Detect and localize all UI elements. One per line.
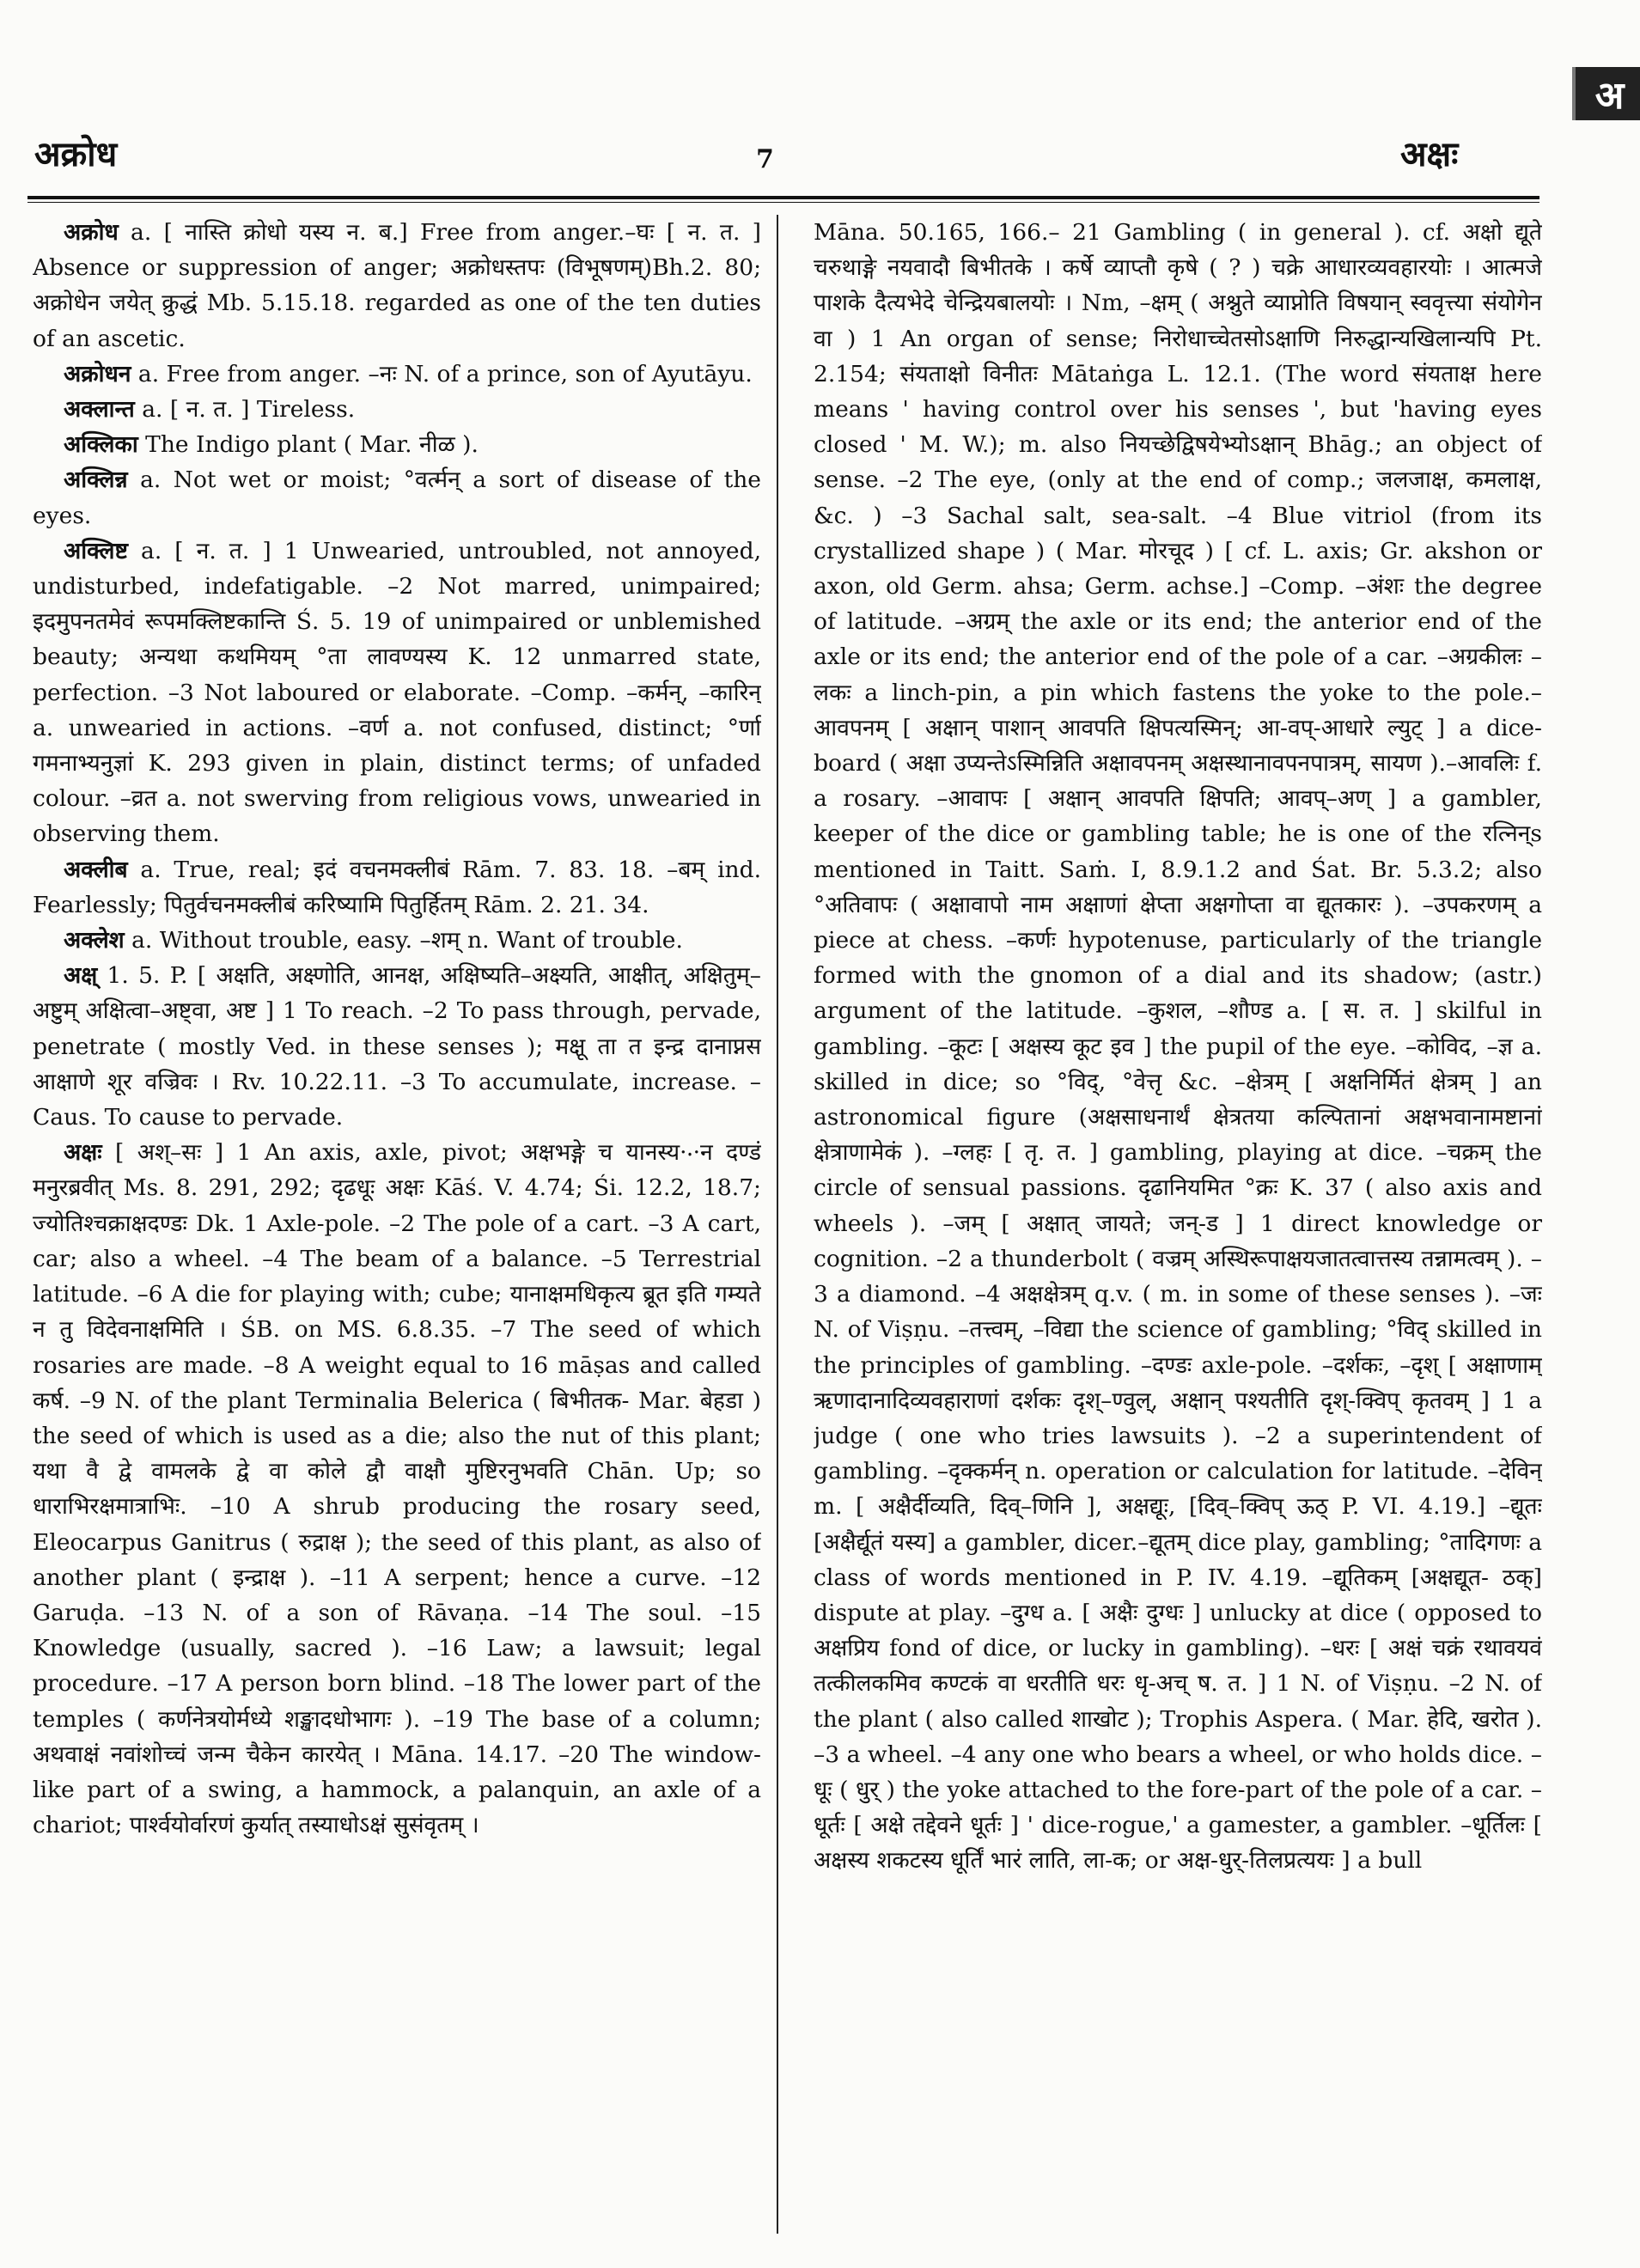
dictionary-entry xyxy=(33,215,761,357)
entry-text: a. Free from anger. –नः N. of a prince, son of Ayutāyu. xyxy=(131,360,753,387)
entry-text: a. [ न. त. ] Tireless. xyxy=(134,396,356,424)
header-left-catchword: अक्रोध xyxy=(34,135,118,174)
headword: अक्षः xyxy=(64,1139,102,1167)
dictionary-entry xyxy=(33,357,761,392)
dictionary-entry xyxy=(33,852,761,923)
thumb-index-tab xyxy=(1572,67,1640,120)
headword: अक्ष् xyxy=(64,962,98,990)
headword: अक्लिष्ट xyxy=(64,537,128,564)
dictionary-entry xyxy=(33,533,761,852)
headword: अक्लिका xyxy=(64,431,138,459)
headword: अक्लीब xyxy=(64,856,128,883)
thumb-index-letter: अ xyxy=(1594,74,1625,118)
headword: अक्लिन्न xyxy=(64,466,128,494)
entry-text: Māna. 50.165, 166.– 21 Gambling ( in general ). cf. अक्षो द्यूते चरुथाङ्गे नयवादौ बिभीतके । कर्षे व्याप्तौ कृषे ( ? ) चक्रे आधारव्यवहारयोः । आत्मजे पाशके दैत्यभेदे चेन्द्रियबालयोः । Nm, –क्षम् ( अश्नुते व्याप्नोति विषयान् स्ववृत्त्या संयोगेन वा ) 1 An organ of sense; निरोधाच्चेतसोऽक्षाणि निरुद्धान्यखिलान्यपि Pt. 2.154; संयताक्षो विनीतः Mātaṅga L. 12.1. (The word संयताक्ष here means ' having control over his senses ', but 'having eyes closed ' M. W.); m. also नियच्छेद्विषयेभ्योऽक्षान् Bhāg.; an object of sense. –2 The eye, (only at the end of comp.; जलजाक्ष, कमलाक्ष, &c. ) –3 Sachal salt, sea-salt. –4 Blue vitriol (from its crystallized shape ) ( Mar. मोरचूद ) [ cf. L. axis; Gr. akshon or axon, old Germ. ahsa; Germ. achse.] –Comp. –अंशः the degree of latitude. –अग्रम् the axle or its end; the anterior end of the axle or its end; the anterior end of the pole of a car. –अग्रकीलः –लकः a linch-pin, a pin which fastens the yoke to the pole.–आवपनम् [ अक्षान् पाशान् आवपति क्षिपत्यस्मिन्; आ-वप्-आधारे ल्युट् ] a dice-board ( अक्षा उप्यन्तेऽस्मिन्निति अक्षावपनम् अक्षस्थानावपनपात्रम्, सायण ).–आवलिः f. a rosary. –आवापः [ अक्षान् आवपति क्षिपति; आवप्–अण् ] a gambler, keeper of the dice or gambling table; he is one of the रत्निन्s mentioned in Taitt. Saṁ. I, 8.9.1.2 and Śat. Br. 5.3.2; also °अतिवापः ( अक्षावापो नाम अक्षाणां क्षेप्ता अक्षगोप्ता वा द्यूतकारः ). –उपकरणम् a piece at chess. –कर्णः hypotenuse, particularly of the triangle formed with the gnomon of a dial and its shadow; (astr.) argument of the latitude. –कुशल, –शौण्ड a. [ स. त. ] skilful in gambling. –कूटः [ अक्षस्य कूट इव ] the pupil of the eye. –कोविद, –ज्ञ a. skilled in dice; so °विद्, °वेत्तृ &c. –क्षेत्रम् [ अक्षनिर्मितं क्षेत्रम् ] an astronomical figure (अक्षसाधनार्थं क्षेत्रतया कल्पितानां अक्षभवानामष्टानां क्षेत्राणामेकं ). –ग्लहः [ तृ. त. ] gambling, playing at dice. –चक्रम् the circle of sensual passions. दृढानियमित °क्रः K. 37 ( also axis and wheels ). –जम् [ अक्षात् जायते; जन्-ड ] 1 direct knowledge or cognition. –2 a thunderbolt ( वज्रम् अस्थिरूपाक्षयजातत्वात्तस्य तन्नामत्वम् ). –3 a diamond. –4 अक्षक्षेत्रम् q.v. ( m. in some of these senses ). –जः N. of Viṣṇu. –तत्त्वम्, –विद्या the science of gambling; °विद् skilled in the principles of gambling. –दण्डः axle-pole. –दर्शकः, –दृश् [ अक्षाणाम् ऋणादानादिव्यवहाराणां दर्शकः दृश्–ण्वुल्, अक्षान् पश्यतीति दृश्-क्विप् कृतवम् ] 1 a judge ( one who tries lawsuits ). –2 a superintendent of gambling. –दृक्कर्मन् n. operation or calculation for latitude. –देविन् m. [ अक्षैर्दीव्यति, दिव्–णिनि ], अक्षद्यूः, [दिव्–क्विप् ऊठ् P. VI. 4.19.] –द्यूतः [अक्षैर्द्यूतं यस्य] a gambler, dicer.–द्यूतम् dice play, gambling; °तादिगणः a class of words mentioned in P. IV. 4.19. –द्यूतिकम् [अक्षद्यूत- ठक्] dispute at play. –दुग्ध a. [ अक्षैः दुग्धः ] unlucky at dice ( opposed to अक्षप्रिय fond of dice, or lucky in gambling). –धरः [ अक्षं चक्रं रथावयवं तत्कीलकमिव कण्टकं वा धरतीति धरः धृ-अच् ष. त. ] 1 N. of Viṣṇu. –2 N. of the plant ( also called शाखोट ); Trophis Aspera. ( Mar. हेदि, खरोत ). –3 a wheel. –4 any one who bears a wheel, or who holds dice. –धूः ( धुर् ) the yoke attached to the fore-part of the pole of a car. –धूर्तः [ अक्षे तद्देवने धूर्तः ] ' dice-rogue,' a gamester, a gambler. –धूर्तिलः [ अक्षस्य शकटस्य धूर्तिं भारं लाति, ला-क; or अक्ष-धुर्-तिलप्रत्ययः ] a bull xyxy=(814,219,1542,1875)
entry-text: a. [ न. त. ] 1 Unwearied, untroubled, not annoyed, undisturbed, indefatigable. –2 Not marred, unimpaired; इदमुपनतमेवं रूपमक्लिष्टकान्ति Ś. 5. 19 of unimpaired or unblemished beauty; अन्यथा कथमियम् °ता लावण्यस्य K. 12 unmarred state, perfection. –3 Not laboured or elaborate. –Comp. –कर्मन्, –कारिन् a. unwearied in actions. –वर्ण a. not confused, distinct; °र्णा गमनाभ्यनुज्ञां K. 293 given in plain, distinct terms; of unfaded colour. –व्रत a. not swerving from religious vows, unwearied in observing them. xyxy=(33,537,761,848)
dictionary-entry xyxy=(33,1135,761,1843)
entry-text: The Indigo plant ( Mar. नीळ ). xyxy=(137,431,479,459)
dictionary-entry xyxy=(33,923,761,958)
entry-text: a. Without trouble, easy. –शम् n. Want of trouble. xyxy=(124,927,683,954)
entry-text: a. True, real; इदं वचनमक्लीबं Rām. 7. 83. 18. –बम् ind. Fearlessly; पितुर्वचनमक्लीबं करिष्यामि पितुर्हितम् Rām. 2. 21. 34. xyxy=(33,856,761,918)
page-number: 7 xyxy=(756,144,774,174)
headword: अक्रोध xyxy=(64,219,119,246)
left-column xyxy=(33,215,761,2225)
headword: अक्लान्त xyxy=(64,396,135,424)
entry-text: 1. 5. P. [ अक्षति, अक्ष्णोति, आनक्ष, अक्षिष्यति–अक्ष्यति, आक्षीत्, अक्षितुम्–अष्टुम् अक्षित्वा–अष्ट्वा, अष्ट ] 1 To reach. –2 To pass through, pervade, penetrate ( mostly Ved. in these senses ); मक्षू ता त इन्द्र दानाप्नस आक्षाणे शूर वज्रिवः । Rv. 10.22.11. –3 To accumulate, increase. –Caus. To cause to pervade. xyxy=(33,962,761,1131)
dictionary-entry xyxy=(33,392,761,427)
dictionary-entry xyxy=(33,427,761,462)
entry-text: [ अश्–सः ] 1 An axis, axle, pivot; अक्षभङ्गे च यानस्य·‧·न दण्डं मनुरब्रवीत् Ms. 8. 291, 292; दृढधूः अक्षः Kāś. V. 4.74; Śi. 12.2, 18.7; ज्योतिश्चक्राक्षदण्डः Dk. 1 Axle-pole. –2 The pole of a cart. –3 A cart, car; also a wheel. –4 The beam of a balance. –5 Terrestrial latitude. –6 A die for playing with; cube; यानाक्षमधिकृत्य ब्रूत इति गम्यते न तु विदेवनाक्षमिति । ŚB. on MS. 6.8.35. –7 The seed of which rosaries are made. –8 A weight equal to 16 māṣas and called कर्ष. –9 N. of the plant Terminalia Belerica ( बिभीतक- Mar. बेहडा ) the seed of which is used as a die; also the nut of this plant; यथा वै द्वे वामलके द्वे वा कोले द्वौ वाक्षौ मुष्टिरनुभवति Chān. Up; so धाराभिरक्षमात्राभिः. –10 A shrub producing the rosary seed, Eleocarpus Ganitrus ( रुद्राक्ष ); the seed of this plant, as also of another plant ( इन्द्राक्ष ). –11 A serpent; hence a curve. –12 Garuḍa. –13 N. of a son of Rāvaṇa. –14 The soul. –15 Knowledge (usually, sacred ). –16 Law; a lawsuit; legal procedure. –17 A person born blind. –18 The lower part of the temples ( कर्णनेत्रयोर्मध्ये शङ्खादधोभागः ). –19 The base of a column; अथवाक्षं नवांशोच्चं जन्म चैकेन कारयेत् । Māna. 14.17. –20 The window-like part of a swing, a hammock, a palanquin, an axle of a chariot; पार्श्वयोर्वारणं कुर्यात् तस्याधोऽक्षं सुसंवृतम् । xyxy=(33,1139,761,1839)
dictionary-entry xyxy=(814,215,1542,1879)
right-column xyxy=(814,215,1542,2225)
entry-text: a. Not wet or moist; °वर्त्मन् a sort of disease of the eyes. xyxy=(33,466,761,529)
header-rule xyxy=(27,196,1539,203)
column-divider xyxy=(777,215,778,2234)
dictionary-entry xyxy=(33,462,761,533)
entry-text: a. [ नास्ति क्रोधो यस्य न. ब.] Free from anger.–घः [ न. त. ] Absence or suppression of anger; अक्रोधस्तपः (विभूषणम्)Bh.2. 80; अक्रोधेन जयेत् क्रुद्धं Mb. 5.15.18. regarded as one of the ten duties of an ascetic. xyxy=(33,219,761,352)
header-right-catchword: अक्षः xyxy=(1400,135,1459,174)
dictionary-entry xyxy=(33,958,761,1135)
headword: अक्लेश xyxy=(64,927,125,954)
headword: अक्रोधन xyxy=(64,360,131,387)
